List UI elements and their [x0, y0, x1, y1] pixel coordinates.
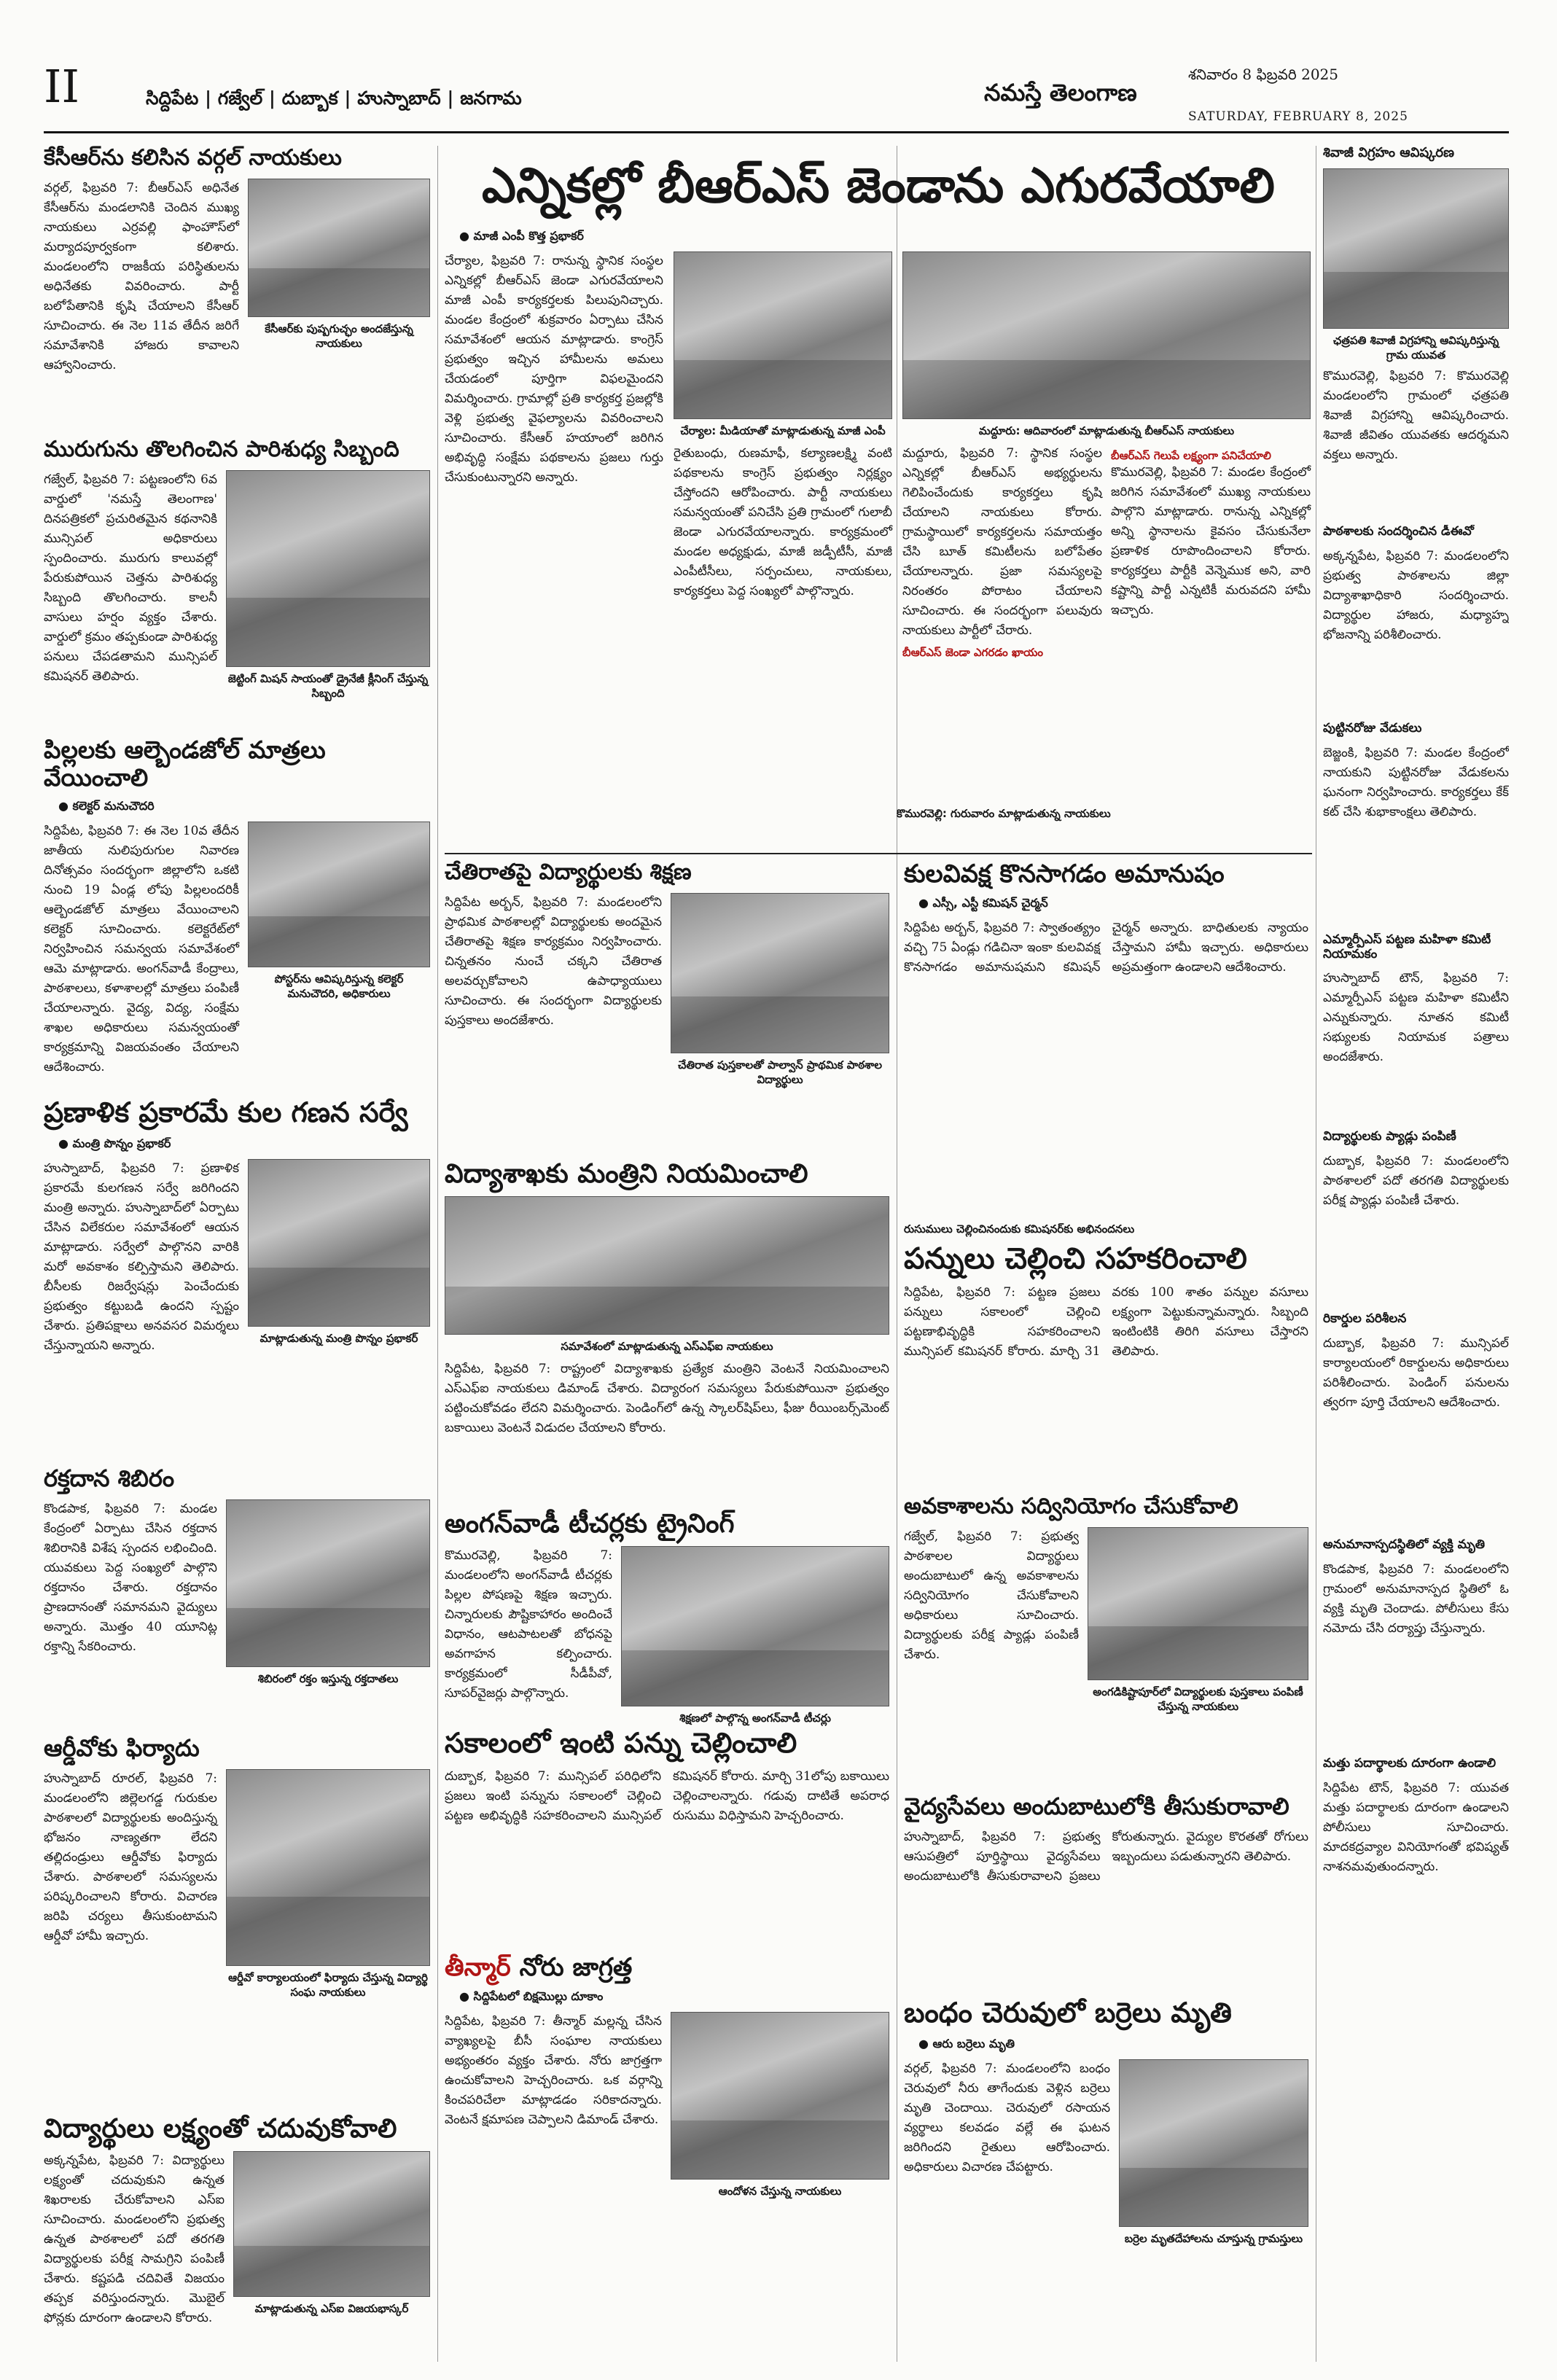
- photo-caption: కేసీఆర్‌కు పుష్పగుచ్ఛం అందజేస్తున్న నాయకులు: [265, 321, 413, 350]
- story-byline: ● ఆరు బర్రెలు మృతి: [918, 2037, 1308, 2053]
- news-photo: [248, 822, 430, 967]
- photo-caption: చేతిరాత పుస్తకాలతో పాల్వాన్ ప్రాథమిక పాఠశాల విద్యార్థులు: [677, 1058, 883, 1086]
- story-headline: శివాజీ విగ్రహం ఆవిష్కరణ: [1323, 146, 1454, 160]
- story-mrps-committee: [1323, 933, 1509, 1115]
- story-byline: ● సిద్దిపేటలో బిక్షమొల్లు దూకాం: [459, 1989, 889, 2006]
- column-2: [445, 860, 889, 2362]
- story-headline: మత్తు పదార్థాలకు దూరంగా ఉండాలి: [1323, 1757, 1496, 1771]
- column-4: [1323, 146, 1509, 2362]
- story-medical-services: [904, 1793, 1308, 1997]
- story-caste-survey: [44, 1097, 430, 1454]
- news-photo: [445, 1196, 889, 1335]
- photo-caption: జెట్టింగ్ మిషన్ సాయంతో డ్రైనేజీ క్లీనింగ్ చేస్తున్న సిబ్బంది: [227, 671, 429, 700]
- lead-body-2: రైతుబంధు, రుణమాఫీ, కల్యాణలక్ష్మి వంటి పథకాలను కాంగ్రెస్ ప్రభుత్వం నిర్లక్ష్యం చేస్తోందని ఆరోపించారు. పార్టీ నాయకులు సమన్వయంతో పనిచేసి ప్రతి గ్రామంలో గులాబీ జెండా ఎగురవేయాలన్నారు. కార్యక్రమంలో మండల అధ్యక్షుడు, మాజీ జడ్పీటీసీ, మాజీ ఎంపీటీసీలు, సర్పంచులు, నాయకులు, కార్యకర్తలు పెద్ద సంఖ్యలో పాల్గొన్నారు.: [674, 446, 892, 598]
- lead-subhead: బీఆర్ఎస్ జెండా ఎగరడం ఖాయం: [902, 646, 1043, 659]
- story-caste-discrimination: [904, 860, 1308, 1166]
- story-body: సిద్దిపేట, ఫిబ్రవరి 7: ఈ నెల 10వ తేదీన జాతీయ నులిపురుగుల నివారణ దినోత్సవం సందర్భంగా జిల్లాలోని ఒకటి నుంచి 19 ఏండ్ల లోపు పిల్లలందరికీ ఆల్బెండజోల్ మాత్రలు వేయించాలని కలెక్టర్ సూచించారు. కలెక్టరేట్‌లో నిర్వహించిన సమన్వయ సమావేశంలో ఆమె మాట్లాడారు. అంగన్‌వాడీ కేంద్రాలు, పాఠశాలలు, కళాశాలల్లో మాత్రలు పంపిణీ చేయాలన్నారు. వైద్య, విద్య, సంక్షేమ శాఖల అధికారులు సమన్వయంతో కార్యక్రమాన్ని విజయవంతం చేయాలని ఆదేశించారు.: [44, 823, 239, 1074]
- news-photo: [233, 2151, 430, 2297]
- story-headline: చేతిరాతపై విద్యార్థులకు శిక్షణ: [445, 860, 692, 885]
- story-handwriting: [445, 860, 889, 1137]
- edition-zones: సిద్దిపేట | గజ్వేల్ | దుబ్బాక | హుస్నాబాద్ | జనగామ: [146, 87, 522, 109]
- story-body: అక్కన్నపేట, ఫిబ్రవరి 7: విద్యార్థులు లక్ష్యంతో చదువుకుని ఉన్నత శిఖరాలకు చేరుకోవాలని ఎస్ఐ సూచించారు. మండలంలోని ప్రభుత్వ ఉన్నత పాఠశాలలో పదో తరగతి విద్యార్థులకు పరీక్ష సామగ్రిని పంపిణీ చేశారు. కష్టపడి చదివితే విజయం తప్పక వరిస్తుందన్నారు. మొబైల్ ఫోన్లకు దూరంగా ఉండాలని కోరారు.: [44, 2153, 225, 2326]
- story-headline: మురుగును తొలగించిన పారిశుధ్య సిబ్బంది: [44, 437, 399, 462]
- story-deo-visit: [1323, 525, 1509, 692]
- story-headline: అవకాశాలను సద్వినియోగం చేసుకోవాలి: [904, 1494, 1238, 1519]
- story-headline: ప్రణాళిక ప్రకారమే కుల గణన సర్వే: [44, 1097, 408, 1128]
- news-photo: [248, 1159, 430, 1327]
- story-body: బెజ్జంకి, ఫిబ్రవరి 7: మండల కేంద్రంలో నాయకుని పుట్టినరోజు వేడుకలను ఘనంగా నిర్వహించారు. కార్యకర్తలు కేక్ కట్ చేసి శుభాకాంక్షలు తెలిపారు.: [1323, 745, 1509, 819]
- story-headline: కులవివక్ష కొనసాగడం అమానుషం: [904, 860, 1225, 889]
- photo-caption: శిబిరంలో రక్తం ఇస్తున్న రక్తదాతలు: [257, 1671, 399, 1685]
- story-headline: ఆర్డీవోకు ఫిర్యాదు: [44, 1735, 200, 1762]
- photo-caption: పోస్టర్‌ను ఆవిష్కరిస్తున్న కలెక్టర్ మనుచౌదరి, అధికారులు: [274, 972, 404, 1000]
- story-drugs: [1323, 1757, 1509, 1975]
- photo-caption: ఆర్డీవో కార్యాలయంలో ఫిర్యాదు చేస్తున్న విద్యార్థి సంఘ నాయకులు: [228, 1970, 428, 1999]
- photo-caption: ఆందోళన చేస్తున్న నాయకులు: [718, 2185, 842, 2198]
- newspaper-name: నమస్తే తెలంగాణ: [984, 79, 1137, 106]
- story-body: హుస్నాబాద్ రూరల్, ఫిబ్రవరి 7: మండలంలోని జిల్లెలగడ్డ గురుకుల పాఠశాలలో విద్యార్థులకు అందిస్తున్న భోజనం నాణ్యతగా లేదని తల్లిదండ్రులు ఆర్డీవోకు ఫిర్యాదు చేశారు. పాఠశాలలో సమస్యలను పరిష్కరించాలని కోరారు. విచారణ జరిపి చర్యలు తీసుకుంటామని ఆర్డీవో హామీ ఇచ్చారు.: [44, 1771, 217, 1943]
- news-photo: [226, 470, 430, 667]
- story-body: కొండపాక, ఫిబ్రవరి 7: మండలంలోని గ్రామంలో అనుమానాస్పద స్థితిలో ఓ వ్యక్తి మృతి చెందాడు. పోలీసులు కేసు నమోదు చేసి దర్యాప్తు చేస్తున్నారు.: [1323, 1561, 1509, 1636]
- story-headline: వైద్యసేవలు అందుబాటులోకి తీసుకురావాలి: [904, 1793, 1289, 1820]
- story-body: కొండపాక, ఫిబ్రవరి 7: మండల కేంద్రంలో ఏర్పాటు చేసిన రక్తదాన శిబిరానికి విశేష స్పందన లభించింది. యువకులు పెద్ద సంఖ్యలో పాల్గొని రక్తదానం చేశారు. రక్తదానం ప్రాణదానంతో సమానమని వైద్యులు అన్నారు. మొత్తం 40 యూనిట్ల రక్తాన్ని సేకరించారు.: [44, 1501, 217, 1654]
- lead-body-1: చేర్యాల, ఫిబ్రవరి 7: రానున్న స్థానిక సంస్థల ఎన్నికల్లో బీఆర్ఎస్ జెండా ఎగురవేయాలని మాజీ ఎంపీ కార్యకర్తలకు పిలుపునిచ్చారు. మండల కేంద్రంలో శుక్రవారం ఏర్పాటు చేసిన సమావేశంలో ఆయన మాట్లాడారు. కాంగ్రెస్ ప్రభుత్వం ఇచ్చిన హామీలను అమలు చేయడంలో పూర్తిగా విఫలమైందని విమర్శించారు. గ్రామాల్లో ప్రతి కార్యకర్త ప్రజల్లోకి వెళ్లి ప్రభుత్వ వైఫల్యాలను వివరించాలని సూచించారు. కేసీఆర్ హయాంలో జరిగిన అభివృద్ధి సంక్షేమ పథకాలను ప్రజలు గుర్తు చేసుకుంటున్నారని అన్నారు.: [445, 254, 663, 485]
- story-body: సిద్దిపేట, ఫిబ్రవరి 7: రాష్ట్రంలో విద్యాశాఖకు ప్రత్యేక మంత్రిని వెంటనే నియమించాలని ఎస్ఎఫ్ఐ నాయకులు డిమాండ్ చేశారు. విద్యారంగ సమస్యలు పేరుకుపోయినా ప్రభుత్వం పట్టించుకోవడం లేదని విమర్శించారు. పెండింగ్‌లో ఉన్న స్కాలర్‌షిప్‌లు, ఫీజు రీయింబర్స్‌మెంట్ బకాయిలు వెంటనే విడుదల చేయాలని కోరారు.: [445, 1362, 889, 1436]
- column-1: [44, 146, 430, 2362]
- story-body: దుబ్బాక, ఫిబ్రవరి 7: మున్సిపల్ కార్యాలయంలో రికార్డులను అధికారులు పరిశీలించారు. పెండింగ్ పనులను త్వరగా పూర్తి చేయాలని ఆదేశించారు.: [1323, 1335, 1509, 1410]
- story-house-tax: [445, 1728, 889, 1939]
- story-headline: ఎమ్మార్పీఎస్ పట్టణ మహిళా కమిటీ నియామకం: [1323, 933, 1491, 961]
- photo-caption: ఛత్రపతి శివాజీ విగ్రహాన్ని ఆవిష్కరిస్తున్న గ్రామ యువత: [1332, 333, 1499, 362]
- story-body: గజ్వేల్, ఫిబ్రవరి 7: ప్రభుత్వ పాఠశాలల విద్యార్థులు అందుబాటులో ఉన్న అవకాశాలను సద్వినియోగం చేసుకోవాలని అధికారులు సూచించారు. విద్యార్థులకు పరీక్ష ప్యాడ్లు పంపిణీ చేశారు.: [904, 1529, 1079, 1662]
- masthead-rule: [44, 131, 1509, 133]
- story-body: హుస్నాబాద్, ఫిబ్రవరి 7: ప్రభుత్వ ఆసుపత్రిలో పూర్తిస్థాయి వైద్యసేవలు అందుబాటులోకి తీసుకురావాలని ప్రజలు కోరుతున్నారు. వైద్యుల కొరతతో రోగులు ఇబ్బందులు పడుతున్నారని తెలిపారు.: [904, 1829, 1308, 1884]
- story-birthday: [1323, 722, 1509, 889]
- story-pads: [1323, 1130, 1509, 1290]
- news-photo: [674, 251, 892, 419]
- story-taxes: [904, 1217, 1308, 1480]
- story-students-goal: [44, 2114, 430, 2362]
- story-body: సిద్దిపేట, ఫిబ్రవరి 7: పట్టణ ప్రజలు పన్నులు సకాలంలో చెల్లించి పట్టణాభివృద్ధికి సహకరించాలని మున్సిపల్ కమిషనర్ కోరారు. మార్చి 31 వరకు 100 శాతం పన్నుల వసూలు లక్ష్యంగా పెట్టుకున్నామన్నారు. సిబ్బంది ఇంటింటికి తిరిగి వసూలు చేస్తారని తెలిపారు.: [904, 1285, 1308, 1359]
- story-headline: బంధం చెరువులో బర్రెలు మృతి: [904, 1997, 1232, 2029]
- column-brand: తీన్మార్: [445, 1954, 511, 1982]
- news-photo: [1119, 2059, 1308, 2227]
- lead-headline: ఎన్నికల్లో బీఆర్ఎస్ జెండాను ఎగురవేయాలి: [482, 157, 1275, 214]
- story-headline: విద్యాశాఖకు మంత్రిని నియమించాలి: [445, 1159, 808, 1189]
- date-english: SATURDAY, FEBRUARY 8, 2025: [1188, 109, 1408, 124]
- story-body: దుబ్బాక, ఫిబ్రవరి 7: మండలంలోని పాఠశాలలో పదో తరగతి విద్యార్థులకు పరీక్ష ప్యాడ్లు పంపిణీ చేశారు.: [1323, 1153, 1509, 1208]
- story-shivaji-statue: [1323, 146, 1509, 503]
- story-body: వర్గల్, ఫిబ్రవరి 7: మండలంలోని బంధం చెరువులో నీరు తాగేందుకు వెళ్లిన బర్రెలు మృతి చెందాయి. చెరువులో రసాయన వ్యర్థాలు కలవడం వల్లే ఈ ఘటన జరిగిందని రైతులు ఆరోపించారు. అధికారులు విచారణ చేపట్టారు.: [904, 2061, 1110, 2174]
- photo-caption: రుసుములు చెల్లించినందుకు కమిషనర్‌కు అభినందనలు: [904, 1222, 1135, 1236]
- story-body: హుస్నాబాద్ టౌన్, ఫిబ్రవరి 7: ఎమ్మార్పీఎస్ పట్టణ మహిళా కమిటీని ఎన్నుకున్నారు. నూతన కమిటీ సభ్యులకు నియామక పత్రాలు అందజేశారు.: [1323, 971, 1509, 1065]
- story-headline: పిల్లలకు ఆల్బెండజోల్ మాత్రలు వేయించాలి: [44, 736, 326, 792]
- photo-caption: సమావేశంలో మాట్లాడుతున్న ఎస్ఎఫ్ఐ నాయకులు: [561, 1340, 773, 1354]
- story-byline: ● కలెక్టర్ మనుచౌదరి: [58, 799, 430, 816]
- news-photo: [248, 179, 430, 317]
- news-photo: [902, 251, 1311, 419]
- news-photo: [671, 2012, 889, 2180]
- column-divider: [437, 146, 438, 2362]
- story-records: [1323, 1312, 1509, 1531]
- story-teenmaar: [445, 1954, 889, 2347]
- story-headline: రికార్డుల పరిశీలన: [1323, 1312, 1407, 1326]
- story-body: సిద్దిపేట టౌన్, ఫిబ్రవరి 7: యువత మత్తు పదార్థాలకు దూరంగా ఉండాలని పోలీసులు సూచించారు. మాదకద్రవ్యాల వినియోగంతో భవిష్యత్ నాశనమవుతుందన్నారు.: [1323, 1780, 1509, 1874]
- lead-byline: ● మాజీ ఎంపీ కొత్త ప్రభాకర్: [459, 229, 1312, 246]
- story-headline: పుట్టినరోజు వేడుకలు: [1323, 722, 1422, 736]
- story-body: హుస్నాబాద్, ఫిబ్రవరి 7: ప్రణాళిక ప్రకారమే కులగణన సర్వే జరిగిందని మంత్రి అన్నారు. హుస్నాబాద్‌లో ఏర్పాటు చేసిన విలేకరుల సమావేశంలో ఆయన మాట్లాడారు. సర్వేలో పాల్గొనని వారికి మరో అవకాశం కల్పిస్తామని తెలిపారు. బీసీలకు రిజర్వేషన్లు పెంచేందుకు ప్రభుత్వం కట్టుబడి ఉందని స్పష్టం చేశారు. ప్రతిపక్షాలు అనవసర విమర్శలు చేస్తున్నాయని అన్నారు.: [44, 1160, 239, 1353]
- story-body: వర్గల్, ఫిబ్రవరి 7: బీఆర్ఎస్ అధినేత కేసీఆర్‌ను మండలానికి చెందిన ముఖ్య నాయకులు ఎర్రవల్లి ఫాంహౌస్‌లో మర్యాదపూర్వకంగా కలిశారు. మండలంలోని రాజకీయ పరిస్థితులను అధినేతకు వివరించారు. పార్టీ బలోపేతానికి కృషి చేయాలని కేసీఆర్ సూచించారు. ఈ నెల 11వ తేదీన జరిగే సమావేశానికి హాజరు కావాలని ఆహ్వానించారు.: [44, 180, 239, 372]
- story-rdo-complaint: [44, 1735, 430, 2099]
- photo-caption: మాట్లాడుతున్న మంత్రి పొన్నం ప్రభాకర్: [260, 1331, 418, 1345]
- date-telugu: శనివారం 8 ఫిబ్రవరి 2025: [1188, 66, 1338, 83]
- photo-caption: చేర్యాల: మీడియాతో మాట్లాడుతున్న మాజీ ఎంపీ: [680, 424, 886, 437]
- story-education-minister: [445, 1159, 889, 1502]
- photo-caption: మాట్లాడుతున్న ఎస్ఐ విజయభాస్కర్: [254, 2302, 409, 2316]
- photo-caption: కొమురవెల్లి: గురువారం మాట్లాడుతున్న నాయకులు: [897, 807, 1111, 820]
- story-headline: పన్నులు చెల్లించి సహకరించాలి: [904, 1242, 1247, 1276]
- story-suspicious-death: [1323, 1538, 1509, 1742]
- story-headline: రక్తదాన శిబిరం: [44, 1465, 175, 1492]
- story-headline: విద్యార్థులకు ప్యాడ్లు పంపిణీ: [1323, 1130, 1456, 1144]
- story-body: అక్కన్నపేట, ఫిబ్రవరి 7: మండలంలోని ప్రభుత్వ పాఠశాలను జిల్లా విద్యాశాఖాధికారి సందర్శించారు. విద్యార్థుల హాజరు, మధ్యాహ్న భోజనాన్ని పరిశీలించారు.: [1323, 548, 1509, 642]
- story-body: దుబ్బాక, ఫిబ్రవరి 7: మున్సిపల్ పరిధిలోని ప్రజలు ఇంటి పన్నును సకాలంలో చెల్లించి పట్టణ అభివృద్ధికి సహకరించాలని మున్సిపల్ కమిషనర్ కోరారు. మార్చి 31లోపు బకాయిలు చెల్లించాలన్నారు. గడువు దాటితే అపరాధ రుసుము విధిస్తామని హెచ్చరించారు.: [445, 1768, 889, 1823]
- lead-body-4: కొమురవెల్లి, ఫిబ్రవరి 7: మండల కేంద్రంలో జరిగిన సమావేశంలో ముఖ్య నాయకులు పాల్గొని మాట్లాడారు. రానున్న ఎన్నికల్లో అన్ని స్థానాలను కైవసం చేసుకునేలా ప్రణాళిక రూపొందించాలని కోరారు. కార్యకర్తలు పార్టీకి వెన్నెముక అని, వారి కష్టాన్ని పార్టీ ఎన్నటికీ మరువదని హామీ ఇచ్చారు.: [1111, 465, 1311, 617]
- news-photo: [621, 1546, 889, 1706]
- lead-body-3: మద్దూరు, ఫిబ్రవరి 7: స్థానిక సంస్థల ఎన్నికల్లో బీఆర్ఎస్ అభ్యర్థులను గెలిపించేందుకు కార్యకర్తలు కృషి చేయాలని నాయకులు కోరారు. గ్రామస్థాయిలో కార్యకర్తలను సమాయత్తం చేసి బూత్ కమిటీలను బలోపేతం చేయాలన్నారు. ప్రజా సమస్యలపై నిరంతరం పోరాటం చేయాలని సూచించారు. ఈ సందర్భంగా పలువురు నాయకులు పార్టీలో చేరారు.: [902, 446, 1102, 638]
- news-photo: [671, 893, 889, 1053]
- story-body: గజ్వేల్, ఫిబ్రవరి 7: పట్టణంలోని 6వ వార్డులో 'నమస్తే తెలంగాణ' దినపత్రికలో ప్రచురితమైన కథనానికి మున్సిపల్ అధికారులు స్పందించారు. మురుగు కాలువల్లో పేరుకుపోయిన చెత్తను పారిశుధ్య సిబ్బంది తొలగించారు. కాలనీ వాసులు హర్షం వ్యక్తం చేశారు. వార్డులో క్రమం తప్పకుండా పారిశుధ్య పనులు చేపడతామని మున్సిపల్ కమిషనర్ తెలిపారు.: [44, 472, 217, 684]
- story-kcr-meeting: [44, 146, 430, 423]
- story-headline: అనుమానాస్పదస్థితిలో వ్యక్తి మృతి: [1323, 1538, 1486, 1552]
- section-rule: [445, 853, 1312, 854]
- page-number: II: [44, 60, 79, 113]
- story-opportunities: [904, 1494, 1308, 1786]
- story-headline: పాఠశాలకు సందర్శించిన డీఈవో: [1323, 525, 1474, 539]
- story-body: సిద్దిపేట అర్బన్, ఫిబ్రవరి 7: స్వాతంత్య్రం వచ్చి 75 ఏండ్లు గడిచినా ఇంకా కులవివక్ష కొనసాగడం అమానుషమని కమిషన్ చైర్మన్ అన్నారు. బాధితులకు న్యాయం చేస్తామని హామీ ఇచ్చారు. అధికారులు అప్రమత్తంగా ఉండాలని ఆదేశించారు.: [904, 921, 1308, 975]
- photo-caption: శిక్షణలో పాల్గొన్న అంగన్‌వాడీ టీచర్లు: [679, 1712, 831, 1725]
- news-photo: [1088, 1527, 1308, 1680]
- column-3: [904, 860, 1308, 2362]
- photo-caption: అంగడికిష్టాపూర్‌లో విద్యార్థులకు పుస్తకాలు పంపిణీ చేస్తున్న నాయకులు: [1093, 1685, 1303, 1713]
- news-photo: [1323, 168, 1509, 329]
- story-blood-donation: [44, 1465, 430, 1742]
- lead-subhead: బీఆర్ఎస్ గెలుపే లక్ష్యంగా పనిచేయాలి: [1111, 449, 1271, 462]
- story-byline: ● మంత్రి పొన్నం ప్రభాకర్: [58, 1136, 430, 1153]
- story-body: కొమురవెల్లి, ఫిబ్రవరి 7: మండలంలోని అంగన్‌వాడీ టీచర్లకు పిల్లల పోషణపై శిక్షణ ఇచ్చారు. చిన్నారులకు పౌష్టికాహారం అందించే విధానం, ఆటపాటలతో బోధనపై అవగాహన కల్పించారు. కార్యక్రమంలో సీడీపీవో, సూపర్‌వైజర్లు పాల్గొన్నారు.: [445, 1548, 612, 1701]
- story-byline: ● ఎస్సీ, ఎస్టీ కమిషన్ చైర్మన్: [918, 896, 1308, 913]
- news-photo: [226, 1499, 430, 1667]
- story-body: సిద్దిపేట, ఫిబ్రవరి 7: తీన్మార్ మల్లన్న చేసిన వ్యాఖ్యలపై బీసీ సంఘాల నాయకులు అభ్యంతరం వ్యక్తం చేశారు. నోరు జాగ్రత్తగా ఉంచుకోవాలని హెచ్చరించారు. ఒక వర్గాన్ని కించపరిచేలా మాట్లాడడం సరికాదన్నారు. వెంటనే క్షమాపణ చెప్పాలని డిమాండ్ చేశారు.: [445, 2014, 662, 2128]
- news-photo: [226, 1769, 430, 1966]
- photo-caption: బర్రెల మృతదేహాలను చూస్తున్న గ్రామస్తులు: [1124, 2231, 1303, 2245]
- story-body: కొమురవెల్లి, ఫిబ్రవరి 7: కొమురవెల్లి మండలంలోని గ్రామంలో ఛత్రపతి శివాజీ విగ్రహాన్ని ఆవిష్కరించారు. శివాజీ జీవితం యువతకు ఆదర్శమని వక్తలు అన్నారు.: [1323, 368, 1509, 462]
- story-headline: విద్యార్థులు లక్ష్యంతో చదువుకోవాలి: [44, 2114, 397, 2144]
- story-headline: అంగన్‌వాడీ టీచర్లకు ట్రైనింగ్: [445, 1509, 735, 1539]
- story-buffaloes: [904, 1997, 1308, 2347]
- photo-caption: మద్దూరు: ఆదివారంలో మాట్లాడుతున్న బీఆర్ఎస్ నాయకులు: [978, 424, 1235, 437]
- story-headline: నోరు జాగ్రత్త: [519, 1954, 633, 1982]
- story-body: సిద్దిపేట అర్బన్, ఫిబ్రవరి 7: మండలంలోని ప్రాథమిక పాఠశాలల్లో విద్యార్థులకు అందమైన చేతిరాతపై శిక్షణ కార్యక్రమం నిర్వహించారు. చిన్నతనం నుంచే చక్కని చేతిరాత అలవర్చుకోవాలని ఉపాధ్యాయులు సూచించారు. ఈ సందర్భంగా విద్యార్థులకు పుస్తకాలు అందజేశారు.: [445, 894, 662, 1028]
- story-headline: సకాలంలో ఇంటి పన్ను చెల్లించాలి: [445, 1728, 797, 1759]
- story-headline: కేసీఆర్‌ను కలిసిన వర్గల్ నాయకులు: [44, 146, 342, 171]
- lead-story: [445, 226, 1312, 846]
- masthead: [44, 58, 1509, 124]
